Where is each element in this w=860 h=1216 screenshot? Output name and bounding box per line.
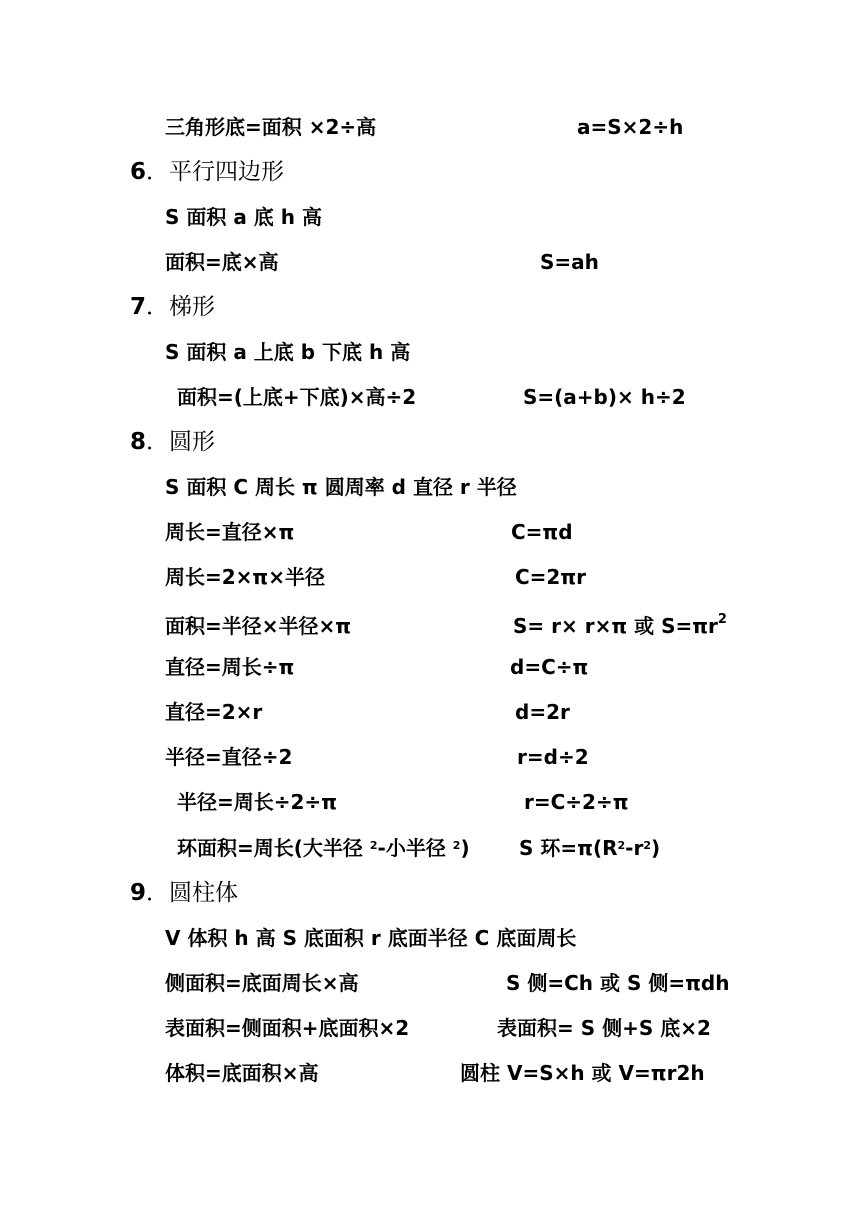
formula-circumference-radius-symbolic: C=2πr: [515, 565, 587, 589]
formula-cylinder-surface-area-symbolic: 表面积= S 侧+S 底×2: [497, 1016, 711, 1040]
formula-text: ): [650, 836, 661, 860]
formula-radius-from-diameter-symbolic: r=d÷2: [517, 745, 589, 769]
formula-diameter-from-circumference-symbolic: d=C÷π: [510, 655, 589, 679]
exponent: 2: [452, 839, 461, 852]
exponent: 2: [717, 612, 727, 627]
formula-triangle-base-symbolic: a=S×2÷h: [577, 115, 684, 139]
formula-text: -小半径: [377, 836, 453, 860]
formula-text: 环面积=周长(大半径: [177, 836, 370, 860]
formula-circumference-diameter: 周长=直径×π: [165, 520, 295, 544]
formula-annulus-area-symbolic: [519, 836, 660, 860]
formula-circle-area-symbolic: [513, 614, 727, 638]
section-number: 8: [130, 429, 147, 455]
variable-legend-circle: S 面积 C 周长 π 圆周率 d 直径 r 半径: [165, 475, 517, 499]
section-title: ．圆柱体: [146, 880, 239, 906]
variable-legend-trapezoid: S 面积 a 上底 b 下底 h 高: [165, 340, 411, 364]
formula-triangle-base: 三角形底=面积 ×2÷高: [165, 115, 377, 139]
formula-circle-area: 面积=半径×半径×π: [165, 614, 352, 638]
section-heading-7: [130, 293, 215, 321]
section-number: 7: [130, 294, 147, 320]
formula-diameter-from-radius-symbolic: d=2r: [515, 700, 570, 724]
formula-cylinder-volume-symbolic: 圆柱 V=S×h 或 V=πr2h: [460, 1061, 705, 1085]
formula-diameter-from-radius: 直径=2×r: [165, 700, 263, 724]
variable-legend-parallelogram: S 面积 a 底 h 高: [165, 205, 322, 229]
exponent: 2: [617, 839, 626, 852]
formula-circumference-radius: 周长=2×π×半径: [165, 565, 326, 589]
exponent: 2: [369, 839, 378, 852]
formula-annulus-area: [177, 836, 470, 860]
section-heading-8: [130, 428, 215, 456]
formula-cylinder-lateral-area: 侧面积=底面周长×高: [165, 971, 359, 995]
section-number: 9: [130, 880, 147, 906]
section-heading-9: [130, 879, 238, 907]
formula-text: S= r× r×π 或 S=πr: [513, 614, 718, 638]
formula-cylinder-surface-area: 表面积=侧面积+底面积×2: [165, 1016, 410, 1040]
formula-trapezoid-area: 面积=(上底+下底)×高÷2: [177, 385, 417, 409]
section-number: 6: [130, 159, 147, 185]
formula-text: ): [460, 836, 470, 860]
formula-radius-from-diameter: 半径=直径÷2: [165, 745, 293, 769]
formula-circumference-diameter-symbolic: C=πd: [511, 520, 573, 544]
section-title: ．梯形: [146, 294, 216, 320]
formula-trapezoid-area-symbolic: S=(a+b)× h÷2: [523, 385, 686, 409]
formula-parallelogram-area-symbolic: S=ah: [540, 250, 599, 274]
formula-parallelogram-area: 面积=底×高: [165, 250, 279, 274]
formula-radius-from-circumference-symbolic: r=C÷2÷π: [524, 790, 629, 814]
formula-text: -r: [625, 836, 644, 860]
section-heading-6: [130, 158, 284, 186]
formula-cylinder-lateral-area-symbolic: S 侧=Ch 或 S 侧=πdh: [506, 971, 730, 995]
formula-diameter-from-circumference: 直径=周长÷π: [165, 655, 295, 679]
formula-text: S 环=π(R: [519, 836, 618, 860]
formula-radius-from-circumference: 半径=周长÷2÷π: [177, 790, 338, 814]
exponent: 2: [643, 839, 651, 852]
formula-cylinder-volume: 体积=底面积×高: [165, 1061, 319, 1085]
variable-legend-cylinder: V 体积 h 高 S 底面积 r 底面半径 C 底面周长: [165, 926, 577, 950]
section-title: ．圆形: [146, 429, 216, 455]
section-title: ．平行四边形: [146, 159, 285, 185]
